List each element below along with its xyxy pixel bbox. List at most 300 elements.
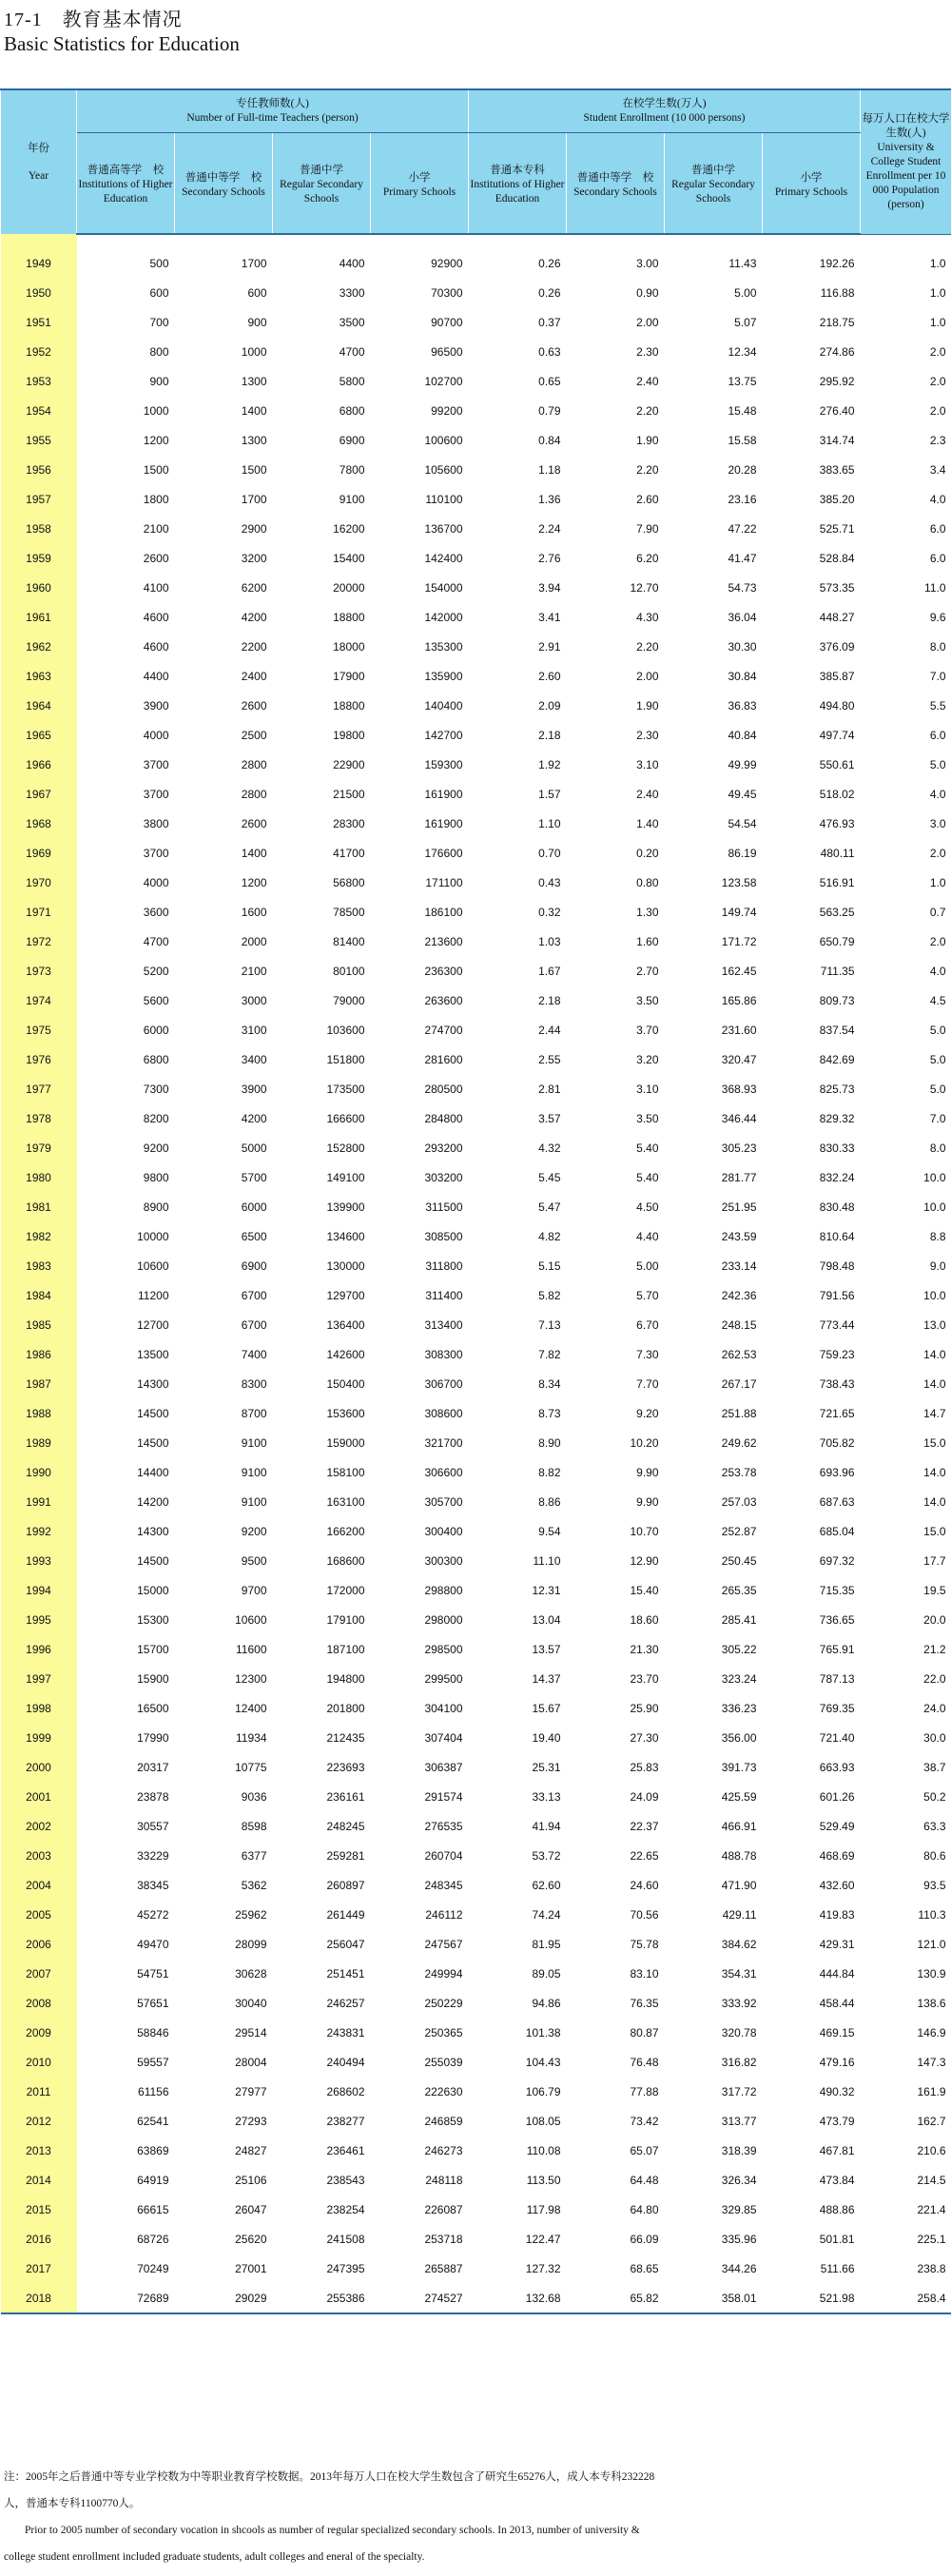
data-cell: 15.67 <box>532 1701 561 1715</box>
data-cell: 11600 <box>236 1642 267 1656</box>
data-cell: 250.45 <box>721 1553 757 1568</box>
data-cell: 260897 <box>326 1878 365 1892</box>
year-cell: 1970 <box>1 868 77 897</box>
data-cell: 306700 <box>424 1376 463 1391</box>
data-cell: 305.23 <box>721 1141 757 1155</box>
data-cell: 3.50 <box>636 1111 659 1125</box>
data-cell: 274.86 <box>819 344 855 359</box>
data-cell: 13.75 <box>728 374 757 388</box>
data-cell: 146.9 <box>917 2025 946 2039</box>
data-cell: 20.28 <box>728 462 757 477</box>
data-cell: 19.5 <box>923 1583 946 1597</box>
table-row <box>1 720 951 750</box>
data-cell: 142700 <box>424 728 463 742</box>
data-cell: 59557 <box>137 2055 169 2069</box>
data-cell: 837.54 <box>819 1023 855 1037</box>
data-cell: 268602 <box>326 2084 365 2098</box>
data-cell: 0.32 <box>538 905 561 919</box>
data-cell: 773.44 <box>819 1317 855 1332</box>
year-cell: 1963 <box>1 661 77 691</box>
data-cell: 161900 <box>424 816 463 830</box>
data-cell: 213600 <box>424 934 463 948</box>
data-cell: 16500 <box>137 1701 169 1715</box>
data-cell: 281.77 <box>721 1170 757 1184</box>
data-cell: 152800 <box>326 1141 365 1155</box>
data-cell: 259281 <box>326 1848 365 1863</box>
data-cell: 49.99 <box>728 757 757 771</box>
note-cn-line1: 注：2005年之后普通中等专业学校数为中等职业教育学校数据。2013年每万人口在校大学生数包含了研究生65276人，成人本专科232228 <box>4 2471 655 2483</box>
data-cell: 93.5 <box>923 1878 946 1892</box>
data-cell: 2.91 <box>538 639 561 654</box>
year-cell: 1998 <box>1 1693 77 1723</box>
data-cell: 18800 <box>333 610 365 624</box>
data-cell: 40.84 <box>728 728 757 742</box>
data-cell: 5600 <box>143 993 169 1007</box>
data-cell: 705.82 <box>819 1435 855 1450</box>
data-cell: 311400 <box>425 1288 463 1302</box>
data-cell: 250365 <box>424 2025 463 2039</box>
data-cell: 6700 <box>241 1317 267 1332</box>
data-cell: 9100 <box>241 1494 267 1509</box>
data-cell: 9100 <box>241 1435 267 1450</box>
table-row <box>1 1369 951 1398</box>
data-cell: 251.95 <box>721 1200 757 1214</box>
year-cell: 2002 <box>1 1811 77 1841</box>
data-cell: 65.07 <box>630 2143 659 2157</box>
data-cell: 280500 <box>424 1082 463 1096</box>
data-cell: 308300 <box>424 1347 463 1361</box>
data-cell: 573.35 <box>819 580 855 595</box>
data-cell: 147.3 <box>917 2055 946 2069</box>
data-cell: 1.10 <box>538 816 561 830</box>
data-cell: 161900 <box>424 787 463 801</box>
table-row <box>1 750 951 779</box>
data-cell: 176600 <box>424 846 463 860</box>
data-cell: 3600 <box>143 905 169 919</box>
data-cell: 2900 <box>241 521 267 536</box>
year-cell: 1979 <box>1 1133 77 1162</box>
data-cell: 2.55 <box>538 1052 561 1066</box>
data-cell: 497.74 <box>819 728 855 742</box>
data-cell: 61156 <box>138 2084 169 2098</box>
data-cell: 4.0 <box>929 492 946 506</box>
table-row <box>1 1133 951 1162</box>
data-cell: 14500 <box>137 1406 169 1420</box>
data-cell: 1400 <box>241 403 267 418</box>
year-cell: 1986 <box>1 1339 77 1369</box>
data-cell: 8700 <box>241 1406 267 1420</box>
data-cell: 103600 <box>326 1023 365 1037</box>
data-cell: 358.01 <box>665 2283 763 2313</box>
data-cell: 5200 <box>143 964 169 978</box>
data-cell: 117.98 <box>526 2202 561 2216</box>
data-cell: 650.79 <box>819 934 855 948</box>
col-header-en: Institutions of Higher Education <box>470 179 565 205</box>
year-cell: 1962 <box>1 632 77 661</box>
data-cell: 17900 <box>333 669 365 683</box>
year-cell: 2009 <box>1 2018 77 2047</box>
data-cell: 2.0 <box>929 344 946 359</box>
spacer-cell <box>861 234 951 248</box>
data-cell: 47.22 <box>728 521 757 536</box>
table-row <box>1 2224 951 2254</box>
data-cell: 432.60 <box>819 1878 855 1892</box>
data-cell: 233.14 <box>721 1259 757 1273</box>
data-cell: 255039 <box>424 2055 463 2069</box>
data-cell: 2500 <box>241 728 267 742</box>
data-cell: 129700 <box>326 1288 365 1302</box>
data-cell: 9036 <box>241 1789 267 1804</box>
data-cell: 2.0 <box>929 934 946 948</box>
table-row <box>1 2254 951 2283</box>
data-cell: 298800 <box>424 1583 463 1597</box>
data-cell: 140400 <box>424 698 463 712</box>
data-cell: 3200 <box>241 551 267 565</box>
data-cell: 8300 <box>241 1376 267 1391</box>
data-cell: 3700 <box>143 787 169 801</box>
table-row <box>1 278 951 307</box>
data-cell: 13500 <box>137 1347 169 1361</box>
data-cell: 154000 <box>424 580 463 595</box>
table-row <box>1 2136 951 2165</box>
table-row <box>1 514 951 543</box>
data-cell: 158100 <box>326 1465 365 1479</box>
data-cell: 2.20 <box>636 403 659 418</box>
data-cell: 488.78 <box>721 1848 757 1863</box>
data-cell: 54.54 <box>728 816 757 830</box>
data-cell: 45272 <box>137 1907 169 1922</box>
data-cell: 14500 <box>137 1553 169 1568</box>
data-cell: 57651 <box>137 1996 169 2010</box>
data-cell: 468.69 <box>819 1848 855 1863</box>
year-cell: 2001 <box>1 1782 77 1811</box>
data-cell: 246859 <box>424 2114 463 2128</box>
data-cell: 663.93 <box>819 1760 855 1774</box>
table-row <box>1 1457 951 1487</box>
data-cell: 132.68 <box>469 2283 567 2313</box>
year-cell: 2008 <box>1 1988 77 2018</box>
data-cell: 320.78 <box>721 2025 757 2039</box>
table-row <box>1 1487 951 1516</box>
table-row <box>1 1575 951 1605</box>
data-cell: 900 <box>247 315 267 329</box>
data-cell: 14.0 <box>923 1494 946 1509</box>
data-cell: 236461 <box>326 2143 365 2157</box>
data-cell: 236300 <box>424 964 463 978</box>
note-en-line1: Prior to 2005 number of secondary vocation in shcools as number of regular specialized secondary schools. In 2013, number of university & <box>25 2525 640 2536</box>
data-cell: 9200 <box>143 1141 169 1155</box>
table-row <box>1 1605 951 1634</box>
data-cell: 1700 <box>241 492 267 506</box>
data-cell: 2600 <box>143 551 169 565</box>
col-header-cn: 普通中等学 校 <box>576 171 654 184</box>
table-row <box>1 1516 951 1546</box>
data-cell: 14.0 <box>923 1376 946 1391</box>
year-cell: 1976 <box>1 1044 77 1074</box>
data-cell: 15400 <box>333 551 365 565</box>
year-cell: 2014 <box>1 2165 77 2195</box>
data-cell: 251.88 <box>721 1406 757 1420</box>
year-cell: 1997 <box>1 1664 77 1693</box>
data-cell: 63869 <box>137 2143 169 2157</box>
data-cell: 4400 <box>143 669 169 683</box>
data-cell: 2.00 <box>636 315 659 329</box>
data-cell: 2.76 <box>538 551 561 565</box>
data-cell: 601.26 <box>819 1789 855 1804</box>
data-cell: 53.72 <box>532 1848 561 1863</box>
data-cell: 6.20 <box>636 551 659 565</box>
data-cell: 15.40 <box>630 1583 659 1597</box>
data-cell: 305700 <box>424 1494 463 1509</box>
year-cell-spacer <box>1 234 77 248</box>
data-cell: 122.47 <box>525 2232 561 2246</box>
data-cell: 110.08 <box>526 2143 561 2157</box>
data-cell: 4.50 <box>636 1200 659 1214</box>
table-row <box>1 1015 951 1044</box>
data-cell: 479.16 <box>819 2055 855 2069</box>
table-row <box>1 1929 951 1959</box>
data-cell: 550.61 <box>819 757 855 771</box>
data-cell: 317.72 <box>721 2084 757 2098</box>
education-table-container <box>0 88 951 2314</box>
data-cell: 2.0 <box>929 403 946 418</box>
col-header-en: Secondary Schools <box>182 185 265 198</box>
data-cell: 429.11 <box>722 1907 757 1922</box>
per10k-header-cn: 每万人口在校大学生数(人) <box>862 112 950 139</box>
data-cell: 6900 <box>339 433 365 447</box>
data-cell: 12.90 <box>630 1553 659 1568</box>
data-cell: 308600 <box>424 1406 463 1420</box>
year-cell: 2007 <box>1 1959 77 1988</box>
col-header-enroll-regular-secondary <box>665 133 763 235</box>
data-cell: 221.4 <box>917 2202 946 2216</box>
data-cell: 3.70 <box>636 1023 659 1037</box>
data-cell: 830.48 <box>819 1200 855 1214</box>
data-cell: 153600 <box>326 1406 365 1420</box>
year-cell: 1966 <box>1 750 77 779</box>
data-cell: 3.0 <box>929 816 946 830</box>
data-cell: 2800 <box>241 787 267 801</box>
data-cell: 759.23 <box>819 1347 855 1361</box>
data-cell: 28300 <box>333 816 365 830</box>
table-row <box>1 2195 951 2224</box>
data-cell: 258.4 <box>861 2283 951 2313</box>
footnotes <box>4 2464 947 2570</box>
data-cell: 8.90 <box>538 1435 561 1450</box>
table-row <box>1 1723 951 1752</box>
data-cell: 4200 <box>241 1111 267 1125</box>
data-cell: 516.91 <box>819 875 855 889</box>
data-cell: 12.34 <box>728 344 757 359</box>
data-cell: 77.88 <box>630 2084 659 2098</box>
note-en-line2: college student enrollment included graduate students, adult colleges and eneral of the specialty. <box>4 2551 425 2563</box>
table-row <box>1 1900 951 1929</box>
data-cell: 165.86 <box>721 993 757 1007</box>
data-cell: 293200 <box>424 1141 463 1155</box>
data-cell: 49470 <box>137 1937 169 1951</box>
data-cell: 18.60 <box>630 1612 659 1627</box>
data-cell: 212435 <box>326 1730 365 1745</box>
data-cell: 13.04 <box>532 1612 561 1627</box>
year-cell: 1982 <box>1 1221 77 1251</box>
data-cell: 329.85 <box>721 2202 757 2216</box>
data-cell: 6800 <box>339 403 365 418</box>
col-header-enroll-secondary <box>567 133 665 235</box>
year-cell: 2004 <box>1 1870 77 1900</box>
col-header-enroll-higher <box>469 133 567 235</box>
data-cell: 262.53 <box>721 1347 757 1361</box>
year-cell: 2015 <box>1 2195 77 2224</box>
data-cell: 5000 <box>241 1141 267 1155</box>
data-cell: 19.40 <box>532 1730 561 1745</box>
data-cell: 311500 <box>425 1200 463 1214</box>
table-row <box>1 1693 951 1723</box>
year-cell: 2018 <box>1 2283 77 2313</box>
data-cell: 247395 <box>326 2261 365 2275</box>
data-cell: 192.26 <box>819 256 855 270</box>
data-cell: 798.48 <box>819 1259 855 1273</box>
data-cell: 308500 <box>424 1229 463 1243</box>
data-cell: 7.82 <box>538 1347 561 1361</box>
data-cell: 20.0 <box>923 1612 946 1627</box>
data-cell: 22.37 <box>630 1819 659 1833</box>
data-cell: 159300 <box>424 757 463 771</box>
data-cell: 5.0 <box>929 1023 946 1037</box>
data-cell: 17.7 <box>923 1553 946 1568</box>
data-cell: 8.73 <box>538 1406 561 1420</box>
data-cell: 15000 <box>137 1583 169 1597</box>
data-cell: 5.15 <box>538 1259 561 1273</box>
data-cell: 7.90 <box>636 521 659 536</box>
data-cell: 22900 <box>333 757 365 771</box>
data-cell: 15.0 <box>923 1435 946 1450</box>
data-cell: 3700 <box>143 846 169 860</box>
data-cell: 291574 <box>424 1789 463 1804</box>
data-cell: 25.83 <box>630 1760 659 1774</box>
teachers-group-header <box>77 89 469 133</box>
data-cell: 5700 <box>241 1170 267 1184</box>
data-cell: 14300 <box>137 1376 169 1391</box>
data-cell: 354.31 <box>721 1966 757 1981</box>
data-cell: 15300 <box>137 1612 169 1627</box>
data-cell: 14500 <box>137 1435 169 1450</box>
data-cell: 2.44 <box>538 1023 561 1037</box>
data-cell: 41.94 <box>532 1819 561 1833</box>
data-cell: 18800 <box>333 698 365 712</box>
table-row <box>1 809 951 838</box>
data-cell: 74.24 <box>532 1907 561 1922</box>
data-cell: 63.3 <box>923 1819 946 1833</box>
data-cell: 94.86 <box>532 1996 561 2010</box>
data-cell: 10600 <box>235 1612 267 1627</box>
table-row <box>1 868 951 897</box>
data-cell: 29029 <box>175 2283 273 2313</box>
data-cell: 6377 <box>241 1848 267 1863</box>
data-cell: 3.41 <box>538 610 561 624</box>
data-cell: 86.19 <box>728 846 757 860</box>
data-cell: 246273 <box>424 2143 463 2157</box>
data-cell: 75.78 <box>630 1937 659 1951</box>
year-cell: 1992 <box>1 1516 77 1546</box>
table-row <box>1 307 951 337</box>
data-cell: 38345 <box>137 1878 169 1892</box>
data-cell: 25.90 <box>630 1701 659 1715</box>
data-cell: 248345 <box>424 1878 463 1892</box>
data-cell: 2.09 <box>538 698 561 712</box>
col-header-teachers-primary <box>371 133 469 235</box>
data-cell: 11.10 <box>533 1553 561 1568</box>
table-row <box>1 543 951 573</box>
year-cell: 1956 <box>1 455 77 484</box>
data-cell: 6500 <box>241 1229 267 1243</box>
data-cell: 0.65 <box>538 374 561 388</box>
year-cell: 2000 <box>1 1752 77 1782</box>
data-cell: 1.57 <box>538 787 561 801</box>
data-cell: 1.40 <box>636 816 659 830</box>
data-cell: 5.00 <box>734 285 757 300</box>
data-cell: 267.17 <box>721 1376 757 1391</box>
data-cell: 9700 <box>241 1583 267 1597</box>
data-cell: 30.84 <box>728 669 757 683</box>
data-cell: 139900 <box>326 1200 365 1214</box>
data-cell: 64.48 <box>630 2173 659 2187</box>
table-row <box>1 1811 951 1841</box>
table-row <box>1 1221 951 1251</box>
data-cell: 4000 <box>143 875 169 889</box>
data-cell: 9100 <box>241 1465 267 1479</box>
data-cell: 787.13 <box>819 1671 855 1686</box>
data-cell: 70.56 <box>630 1907 659 1922</box>
data-cell: 3900 <box>241 1082 267 1096</box>
data-cell: 736.65 <box>819 1612 855 1627</box>
data-cell: 1.90 <box>636 433 659 447</box>
data-cell: 161.9 <box>917 2084 946 2098</box>
data-cell: 8.0 <box>929 639 946 654</box>
data-cell: 525.71 <box>819 521 855 536</box>
data-cell: 135300 <box>424 639 463 654</box>
data-cell: 7800 <box>339 462 365 477</box>
data-cell: 12300 <box>235 1671 267 1686</box>
col-header-cn: 普通高等学 校 <box>87 165 165 176</box>
data-cell: 425.59 <box>721 1789 757 1804</box>
data-cell: 162.45 <box>721 964 757 978</box>
data-cell: 326.34 <box>721 2173 757 2187</box>
col-header-cn: 小学 <box>408 171 431 184</box>
year-cell: 1950 <box>1 278 77 307</box>
spacer-cell <box>665 234 763 248</box>
data-cell: 41700 <box>333 846 365 860</box>
data-cell: 12400 <box>235 1701 267 1715</box>
data-cell: 80.6 <box>923 1848 946 1863</box>
data-cell: 765.91 <box>819 1642 855 1656</box>
data-cell: 70249 <box>137 2261 169 2275</box>
year-cell: 1990 <box>1 1457 77 1487</box>
data-cell: 6200 <box>241 580 267 595</box>
data-cell: 1300 <box>241 374 267 388</box>
data-cell: 276.40 <box>819 403 855 418</box>
data-cell: 5800 <box>339 374 365 388</box>
data-cell: 518.02 <box>819 787 855 801</box>
data-cell: 28099 <box>235 1937 267 1951</box>
table-row <box>1 455 951 484</box>
table-row <box>1 484 951 514</box>
data-cell: 33229 <box>137 1848 169 1863</box>
data-cell: 159000 <box>326 1435 365 1450</box>
data-cell: 255386 <box>273 2283 371 2313</box>
data-cell: 313.77 <box>721 2114 757 2128</box>
data-cell: 238277 <box>326 2114 365 2128</box>
data-cell: 1.0 <box>929 315 946 329</box>
